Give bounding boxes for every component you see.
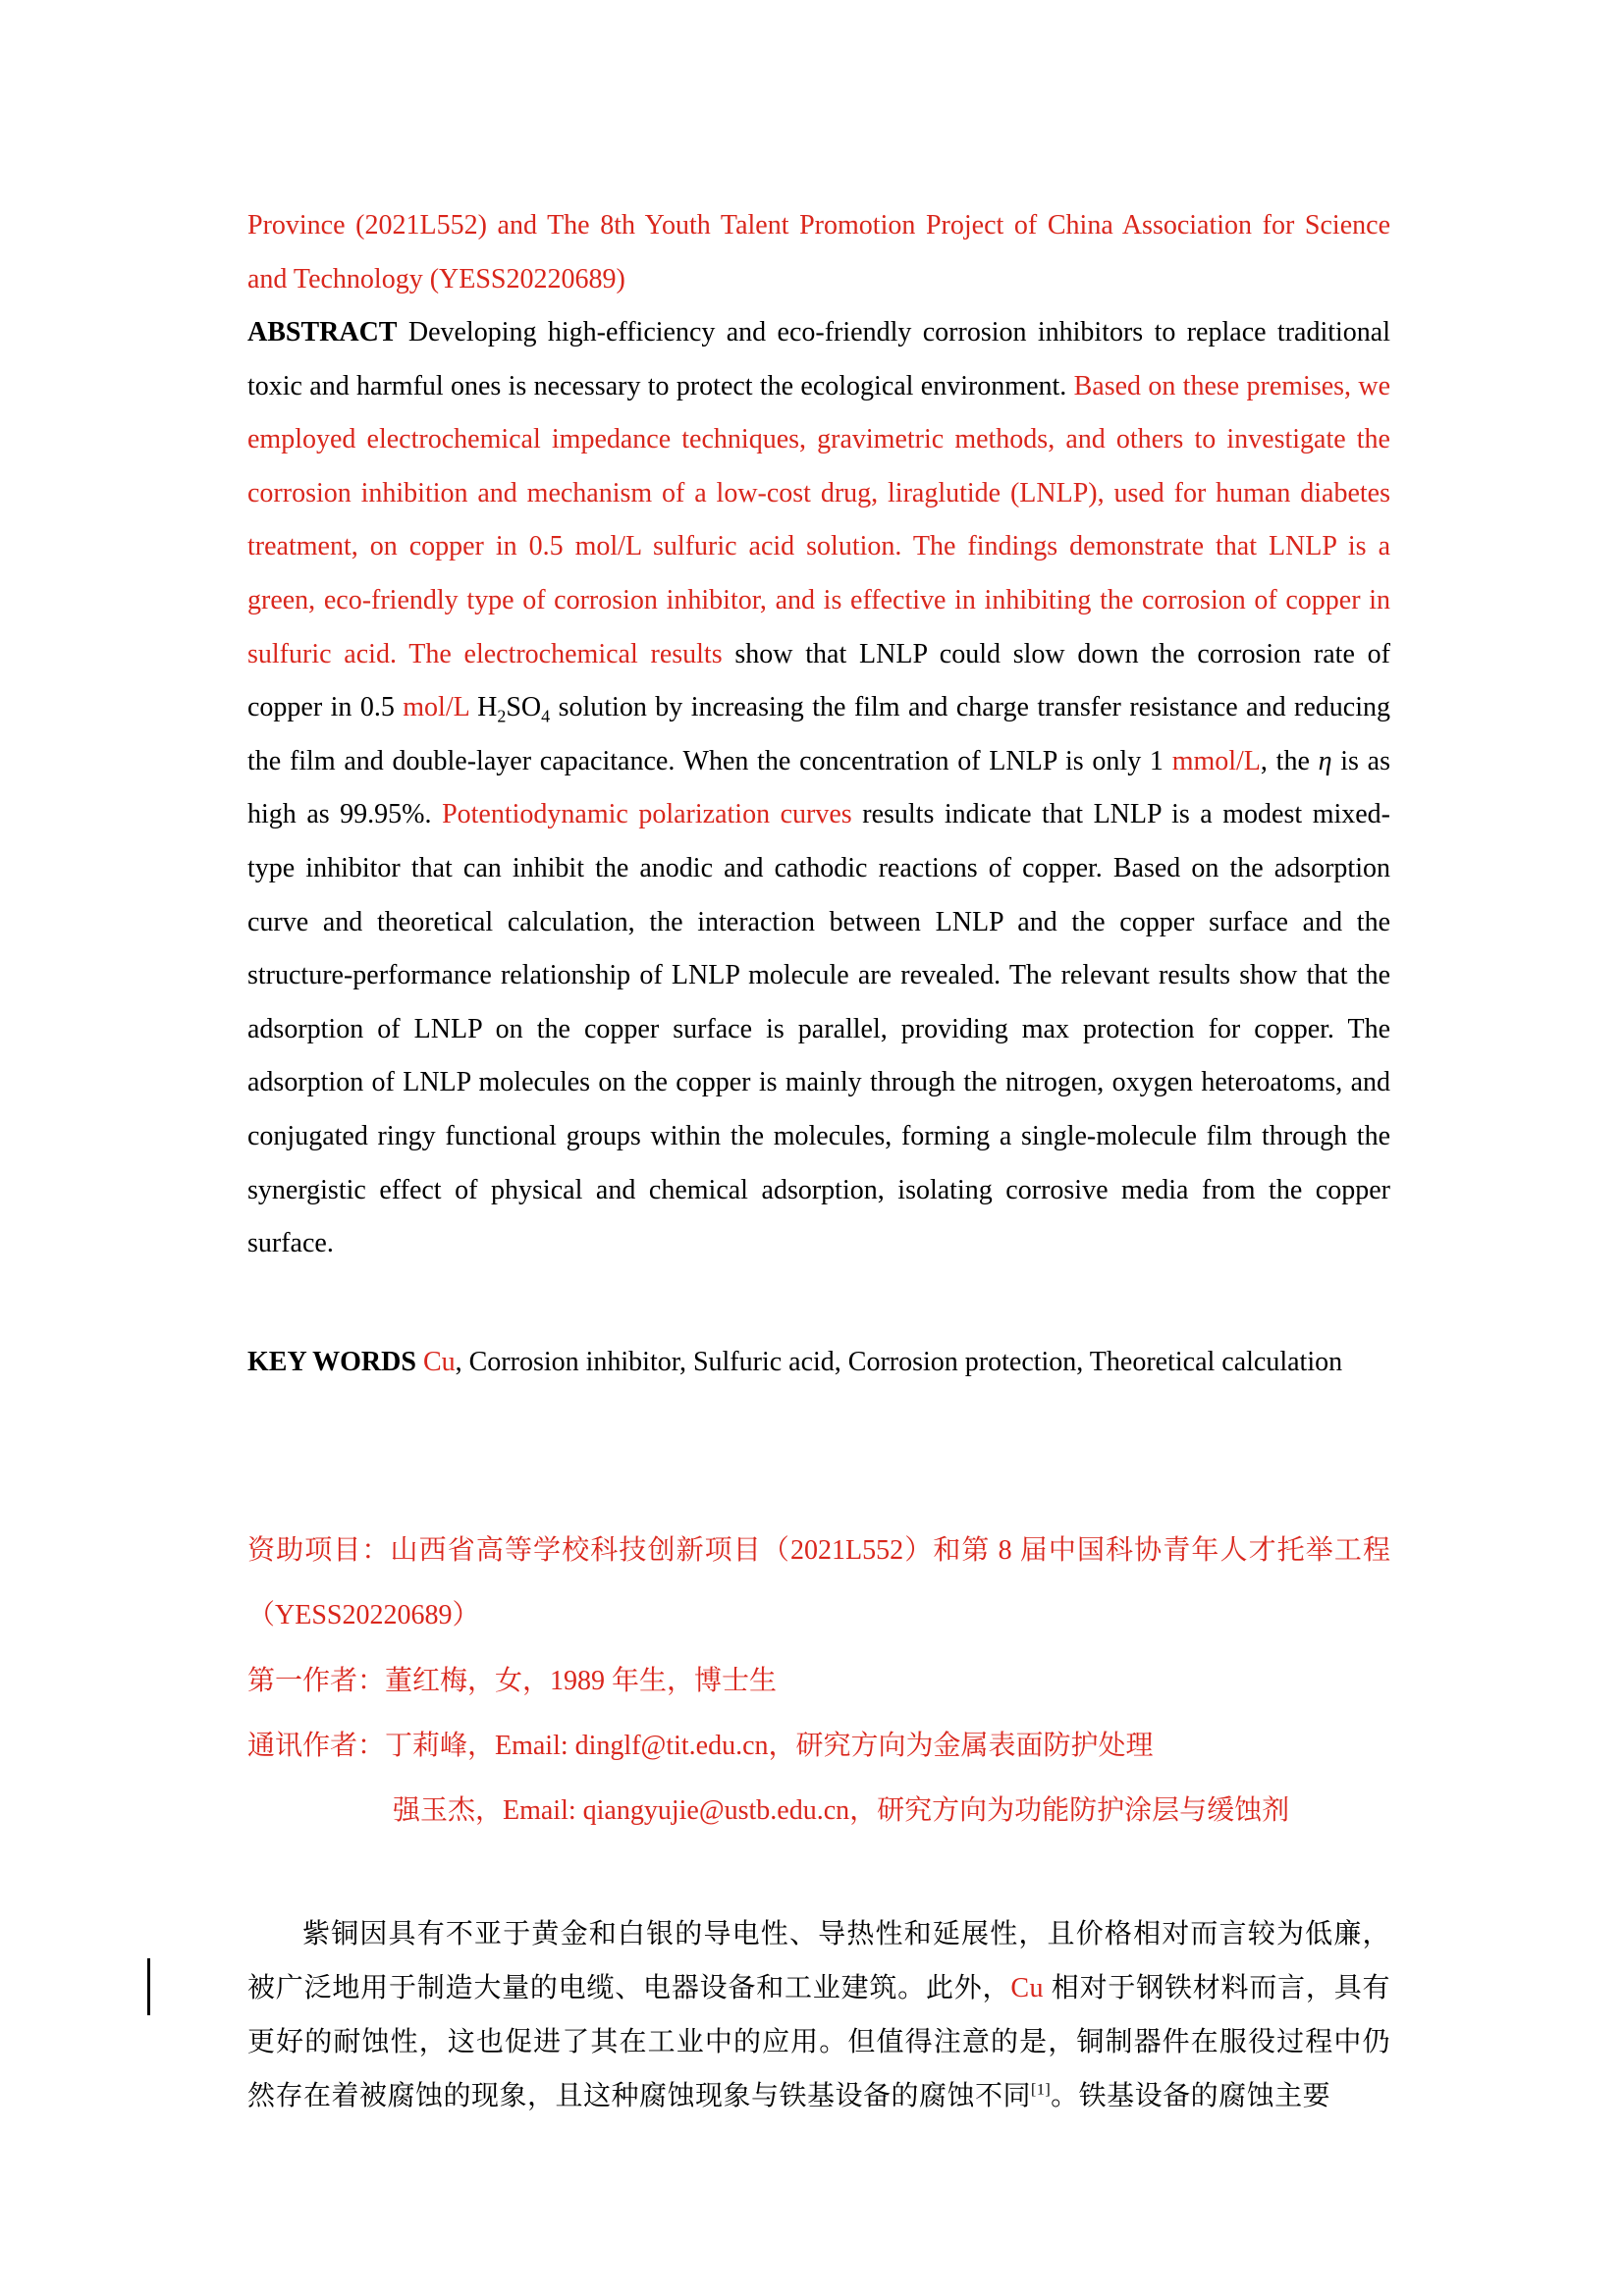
keywords-paragraph (247, 1331, 1390, 1394)
eta-symbol: η (1318, 745, 1332, 776)
abstract-concentration: mmol/L (1171, 745, 1261, 776)
abstract-sentence-3: show that LNLP could slow down the corrosion rate of copper in 0.5 (247, 638, 1390, 723)
text-cursor (147, 1958, 150, 2015)
corresponding-author-1: 通讯作者：丁莉峰，Email: dinglf@tit.edu.cn，研究方向为金属表面防护处理 (247, 1731, 1154, 1761)
abstract-sentence-3c: , the (1260, 745, 1319, 776)
keywords-rest: , Corrosion inhibitor, Sulfuric acid, Corrosion protection, Theoretical calculation (455, 1347, 1343, 1377)
abstract-sentence-5: results indicate that LNLP is a modest mixed-type inhibitor that can inhibit the anodic and cathodic reactions of copper. Based on the adsorption curve and theoretical calculation, the interaction between LNLP and the copper surface and the structure-performance relationship of LNLP molecule are revealed. The relevant results show that the adsorption of LNLP on the copper surface is parallel, providing max protection for copper. The adsorption of LNLP molecules on the copper is mainly through the nitrogen, oxygen heteroatoms, and conjugated ringy functional groups within the molecules, forming a single-molecule film through the synergistic effect of physical and chemical adsorption, isolating corrosive media from the copper surface. (247, 799, 1390, 1259)
first-author-info: 第一作者：董红梅，女，1989 年生，博士生 (247, 1666, 778, 1696)
abstract-sentence-3d: is as high as 99.95%. (247, 745, 1391, 830)
body-text-1: 紫铜因具有不亚于黄金和白银的导电性、导热性和延展性，且价格相对而言较为低廉，被广泛地用于制造大量的电缆、电器设备和工业建筑。此外， (247, 1919, 1390, 2003)
formula-so: SO (506, 692, 542, 723)
body-text-2: 相对于钢铁材料而言，具有更好的耐蚀性，这也促进了其在工业中的应用。但值得注意的是，铜制器件在服役过程中仍然存在着被腐蚀的现象，且这种腐蚀现象与铁基设备的腐蚀不同 (247, 1973, 1390, 2111)
abstract-highlight-polarization: Potentiodynamic polarization curves (442, 799, 852, 830)
funding-text: Province (2021L552) and The 8th Youth Talent Promotion Project of China Association for Science and Technology (YESS20220689) (247, 210, 1390, 294)
keyword-cu: Cu (415, 1347, 456, 1377)
abstract-highlight-methods: Based on these premises, we employed electrochemical impedance techniques, gravimetric methods, and others to investigate the corrosion inhibition and mechanism of a low-cost drug, liraglutide (LNLP), used for human diabetes treatment, on copper in 0.5 mol/L sulfuric acid solution. The findings demonstrate that LNLP is a green, eco-friendly type of corrosion inhibitor, and is effective in inhibiting the corrosion of copper in sulfuric acid. The electrochemical results (247, 370, 1390, 669)
funding-statement-cn: 资助项目：山西省高等学校科技创新项目（2021L552）和第 8 届中国科协青年人才托举工程（YESS20220689） (247, 1535, 1390, 1630)
abstract-sentence-1: Developing high-efficiency and eco-friendly corrosion inhibitors to replace traditional toxic and harmful ones is necessary to protect the ecological environment. (247, 317, 1390, 401)
abstract-label: ABSTRACT (247, 317, 398, 347)
corresponding-author-2: 强玉杰，Email: qiangyujie@ustb.edu.cn，研究方向为功能防护涂层与缓蚀剂 (393, 1795, 1290, 1826)
funding-statement-en (247, 199, 1390, 306)
body-text-3: 。铁基设备的腐蚀主要 (1051, 2081, 1331, 2111)
body-cu-highlight: Cu (1010, 1973, 1045, 2003)
abstract-unit: mol/L (403, 692, 469, 723)
formula-sub-2: 2 (497, 706, 507, 726)
keywords-label: KEY WORDS (247, 1347, 416, 1377)
abstract-sentence-3b: solution by increasing the film and charge transfer resistance and reducing the film and double-layer capacitance. When the concentration of LNLP is only 1 (247, 692, 1390, 776)
formula-h: H (468, 692, 498, 723)
body-paragraph-intro (247, 1907, 1390, 2123)
citation-ref-1[interactable]: [1] (1031, 2081, 1052, 2099)
abstract-paragraph (247, 306, 1390, 1271)
formula-sub-4: 4 (541, 706, 551, 726)
